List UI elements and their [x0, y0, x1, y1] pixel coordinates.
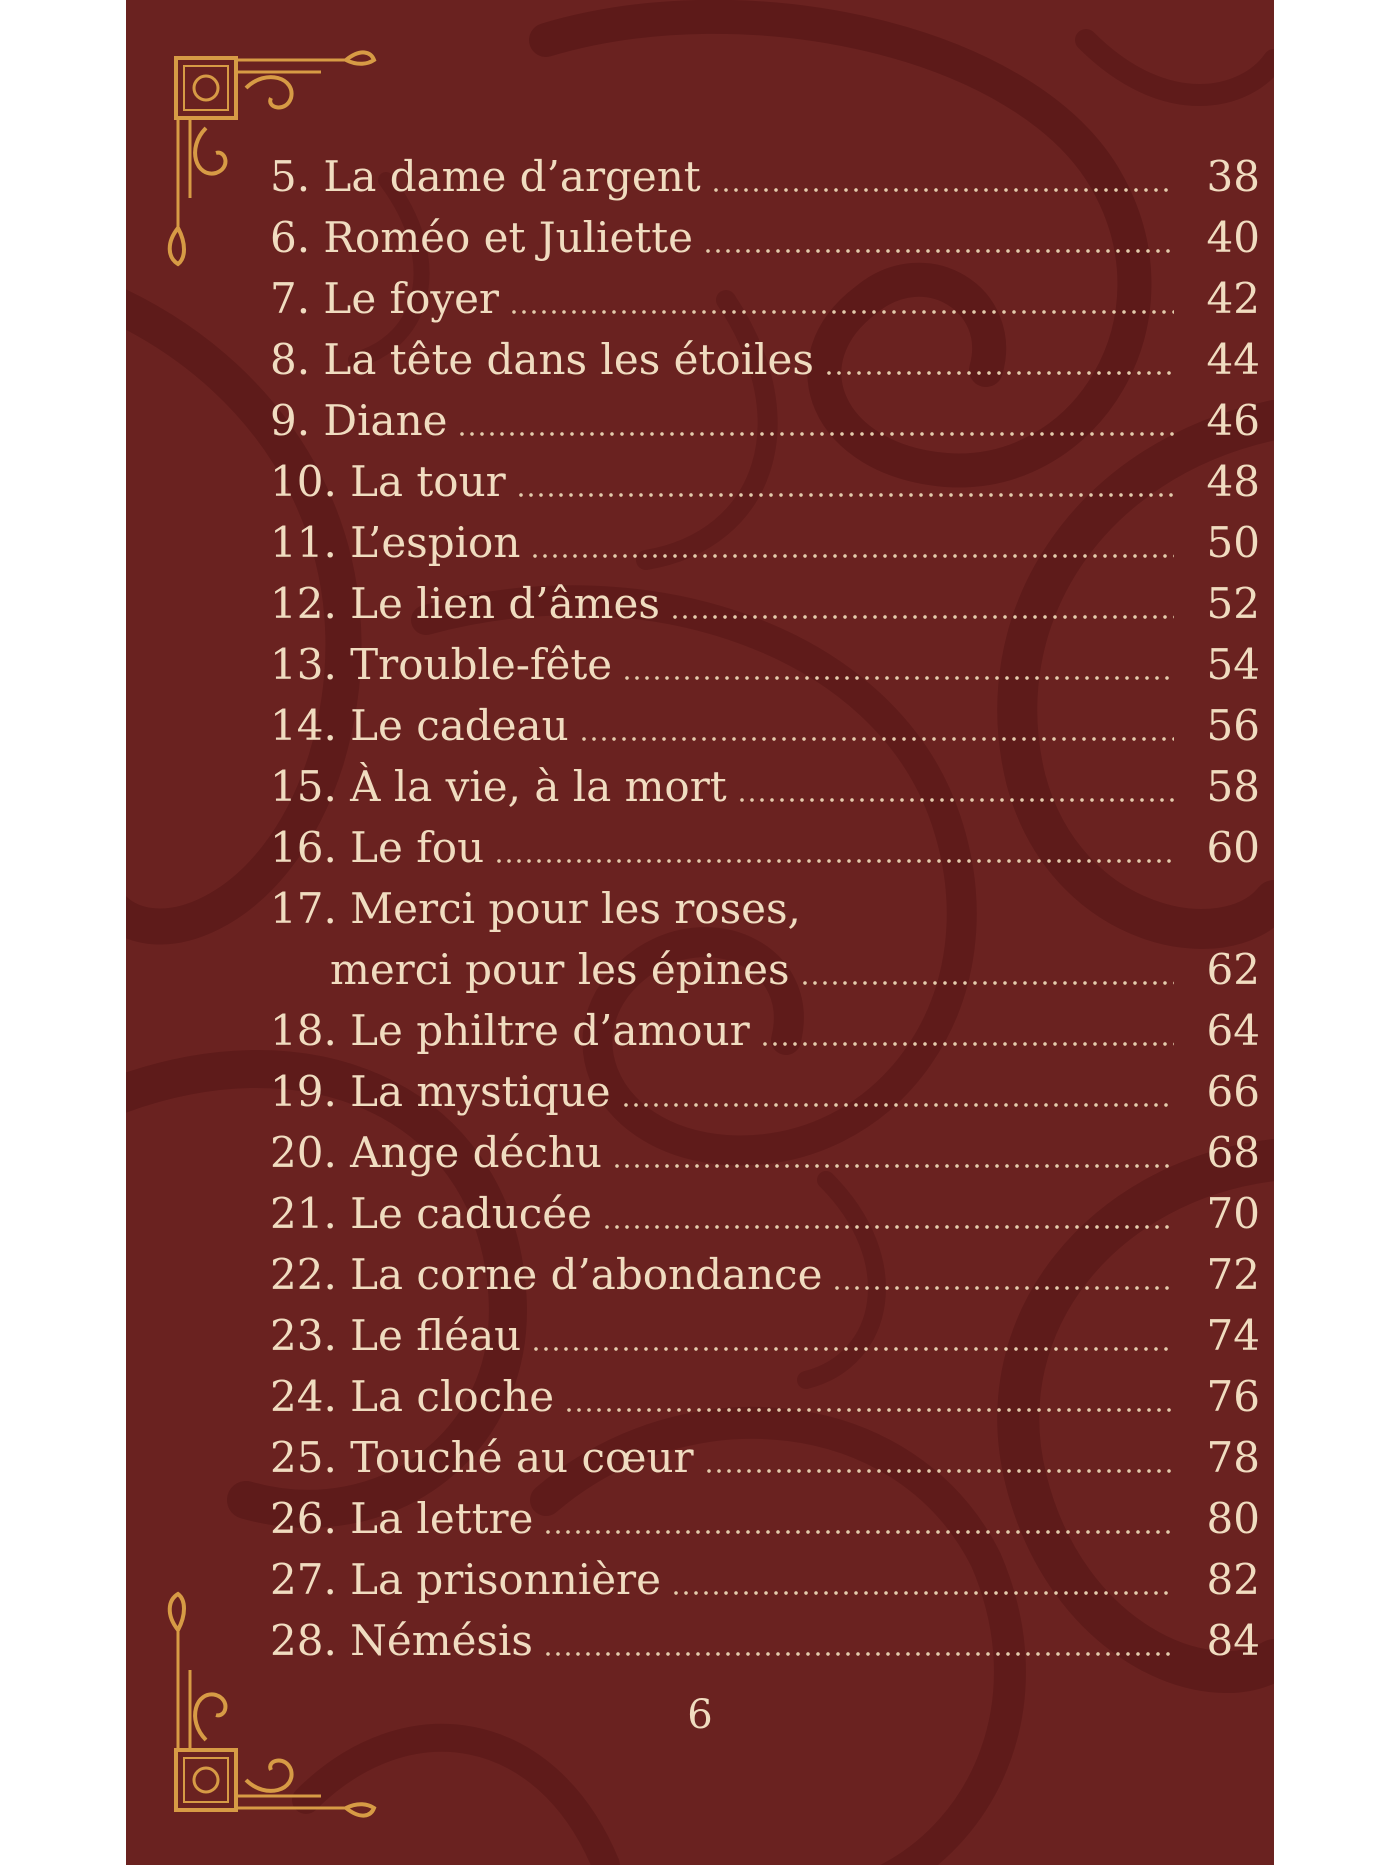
- toc-entry-page: 38: [1206, 152, 1260, 201]
- toc-entry: [270, 634, 1260, 695]
- toc-entry-title: 20. Ange déchu: [270, 1128, 602, 1177]
- toc-entry-title: 13. Trouble-fête: [270, 640, 613, 689]
- table-of-contents: [126, 0, 1274, 1700]
- toc-entry: [270, 817, 1260, 878]
- toc-entry-title: 22. La corne d’abondance: [270, 1250, 823, 1299]
- leader-dots: [530, 553, 1174, 559]
- toc-entry: [270, 390, 1260, 451]
- leader-dots: [737, 797, 1174, 803]
- toc-entry-page: 76: [1206, 1372, 1260, 1421]
- toc-entry-title: 8. La tête dans les étoiles: [270, 335, 814, 384]
- toc-entry: [270, 268, 1260, 329]
- toc-entry-title-continuation: merci pour les épines: [330, 945, 790, 994]
- toc-entry-page: 60: [1206, 823, 1260, 872]
- toc-entry: [270, 878, 1260, 1000]
- toc-entry-page: 82: [1206, 1555, 1260, 1604]
- toc-entry-title: 18. Le philtre d’amour: [270, 1006, 750, 1055]
- toc-entry-page: 44: [1206, 335, 1260, 384]
- toc-entry-title: 9. Diane: [270, 396, 448, 445]
- leader-dots: [612, 1163, 1174, 1169]
- toc-entry: [270, 1061, 1260, 1122]
- toc-entry-title: 10. La tour: [270, 457, 506, 506]
- toc-entry-title: 12. Le lien d’âmes: [270, 579, 660, 628]
- toc-entry-title: 19. La mystique: [270, 1067, 611, 1116]
- toc-entry: [270, 329, 1260, 390]
- toc-entry: [270, 756, 1260, 817]
- leader-dots: [824, 370, 1174, 376]
- leader-dots: [621, 1102, 1174, 1108]
- toc-entry: [270, 1610, 1260, 1671]
- toc-entry-page: 40: [1206, 213, 1260, 262]
- toc-entry-page: 78: [1206, 1433, 1260, 1482]
- toc-entry: [270, 512, 1260, 573]
- toc-entry-page: 70: [1206, 1189, 1260, 1238]
- toc-entry: [270, 451, 1260, 512]
- page-number: 6: [687, 1692, 713, 1738]
- toc-entry: [270, 1122, 1260, 1183]
- toc-entry: [270, 573, 1260, 634]
- toc-entry-title: 28. Némésis: [270, 1616, 533, 1665]
- toc-entry-page: 74: [1206, 1311, 1260, 1360]
- toc-entry-page: 48: [1206, 457, 1260, 506]
- leader-dots: [564, 1407, 1174, 1413]
- leader-dots: [832, 1285, 1174, 1291]
- leader-dots: [704, 1468, 1174, 1474]
- leader-dots: [602, 1224, 1174, 1230]
- leader-dots: [670, 614, 1174, 620]
- toc-entry-title: 23. Le fléau: [270, 1311, 522, 1360]
- toc-entry: [270, 1427, 1260, 1488]
- toc-entry-page: 46: [1206, 396, 1260, 445]
- leader-dots: [494, 858, 1174, 864]
- toc-entry: [270, 146, 1260, 207]
- leader-dots: [622, 675, 1174, 681]
- toc-entry-page: 50: [1206, 518, 1260, 567]
- toc-entry: [270, 1549, 1260, 1610]
- toc-entry-title: 17. Merci pour les roses,: [270, 884, 801, 933]
- leader-dots: [509, 309, 1174, 315]
- toc-entry: [270, 207, 1260, 268]
- toc-entry-title: 25. Touché au cœur: [270, 1433, 694, 1482]
- toc-entry-title: 7. Le foyer: [270, 274, 500, 323]
- toc-entry-page: 80: [1206, 1494, 1260, 1543]
- toc-entry-title: 15. À la vie, à la mort: [270, 762, 727, 811]
- leader-dots: [760, 1041, 1174, 1047]
- leader-dots: [516, 492, 1174, 498]
- leader-dots: [543, 1529, 1174, 1535]
- toc-entry-page: 64: [1206, 1006, 1260, 1055]
- toc-entry: [270, 1305, 1260, 1366]
- toc-entry-page: 72: [1206, 1250, 1260, 1299]
- toc-entry: [270, 1244, 1260, 1305]
- leader-dots: [457, 431, 1174, 437]
- toc-entry: [270, 1000, 1260, 1061]
- toc-entry: [270, 1183, 1260, 1244]
- toc-entry-title: 5. La dame d’argent: [270, 152, 701, 201]
- toc-entry-title: 26. La lettre: [270, 1494, 534, 1543]
- toc-entry-page: 56: [1206, 701, 1260, 750]
- toc-entry: [270, 695, 1260, 756]
- toc-entry-page: 66: [1206, 1067, 1260, 1116]
- toc-entry-title: 6. Roméo et Juliette: [270, 213, 693, 262]
- toc-entry-title: 27. La prisonnière: [270, 1555, 661, 1604]
- toc-entry-page: 58: [1206, 762, 1260, 811]
- toc-entry-page: 54: [1206, 640, 1260, 689]
- toc-entry-page: 42: [1206, 274, 1260, 323]
- leader-dots: [531, 1346, 1174, 1352]
- toc-entry-title: 21. Le caducée: [270, 1189, 592, 1238]
- leader-dots: [543, 1651, 1174, 1657]
- toc-entry-page: 84: [1206, 1616, 1260, 1665]
- toc-entry-title: 16. Le fou: [270, 823, 485, 872]
- toc-entry-title: 24. La cloche: [270, 1372, 555, 1421]
- toc-entry-page: 62: [1206, 945, 1260, 994]
- leader-dots: [671, 1590, 1174, 1596]
- toc-entry-page: 52: [1206, 579, 1260, 628]
- book-page: [126, 0, 1274, 1865]
- toc-entry-page: 68: [1206, 1128, 1260, 1177]
- leader-dots: [800, 980, 1174, 986]
- leader-dots: [711, 187, 1174, 193]
- leader-dots: [579, 736, 1174, 742]
- toc-entry-title: 11. L’espion: [270, 518, 521, 567]
- toc-entry: [270, 1488, 1260, 1549]
- toc-entry: [270, 1366, 1260, 1427]
- toc-entry-title: 14. Le cadeau: [270, 701, 569, 750]
- leader-dots: [703, 248, 1174, 254]
